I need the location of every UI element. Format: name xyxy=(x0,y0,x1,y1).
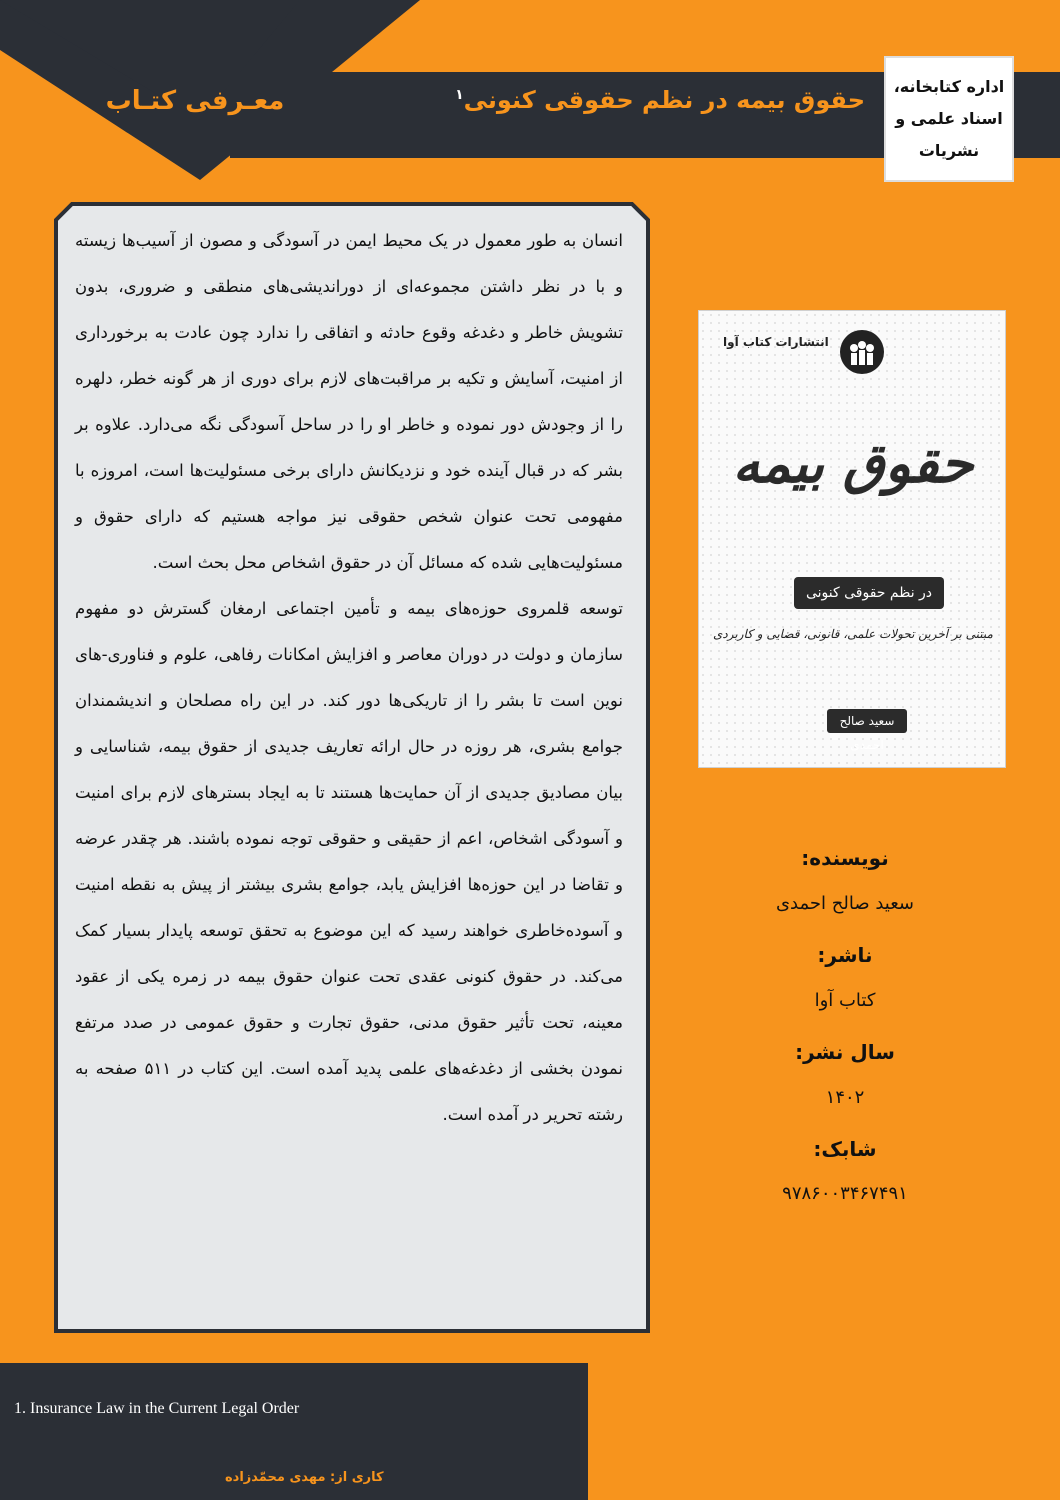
cover-title: حقوق بیمه xyxy=(732,431,974,495)
isbn-value: ۹۷۸۶۰۰۳۴۶۷۴۹۱ xyxy=(782,1183,908,1204)
department-line: اداره کتابخانه، xyxy=(893,77,1005,96)
publisher-value: کتاب آوا xyxy=(814,990,876,1011)
section-tag-label: معـرفی کتـاب xyxy=(105,86,285,116)
title-text: حقوق بیمه در نظم حقوقی کنونی xyxy=(463,86,865,114)
author-value: سعید صالح احمدی xyxy=(775,893,915,914)
year-value: ۱۴۰۲ xyxy=(825,1087,865,1108)
publisher-label: ناشر: xyxy=(817,943,873,967)
cover-tagline: مبتنی بر آخرین تحولات علمی، قانونی، قضایی و کاربردی xyxy=(713,627,993,641)
article-text xyxy=(75,218,623,1138)
cover-subtitle: در نظم حقوقی کنونی xyxy=(794,577,944,609)
footnote-marker: ۱ xyxy=(455,87,464,103)
department-line: اسناد علمی و xyxy=(895,109,1003,128)
credit-text: کاری از: مهدی محمّدزاده xyxy=(225,1470,384,1485)
footnote-text: 1. Insurance Law in the Current Legal Order xyxy=(14,1400,300,1417)
cover-author: سعید صالح احمدی xyxy=(827,709,907,733)
article-paragraph: توسعه قلمروی حوزه‌های بیمه و تأمین اجتماعی ارمغان گسترش دو مفهوم سازمان و دولت در دوران معاصر و افزایش امکانات رفاهی، علوم و فناوری-های نوین است تا بشر را از تاریکی‌ها دور کند. در این راه مصلحان و اندیشمندان جوامع بشری، هر روزه در حال ارائه تعاریف جدیدی از حقوق بیمه، شناسایی و بیان مصادیق جدیدی از آن حمایت‌ها هستند تا به ایجاد بسترهای لازم برای امنیت و آسودگی اشخاص، اعم از حقیقی و حقوقی توجه نموده باشند. هر چقدر عرضه و تقاضا در این حوزه‌ها افزایش یابد، جوامع بشری بیشتر از پیش به نقطه امنیت و آسوده‌خاطری خواهند رسید که این موضوع به تحقق توسعه پایدار بسیار کمک می‌کند. در حقوق کنونی عقدی تحت عنوان حقوق بیمه در زمره یکی از عقود معینه، تحت تأثیر حقوق مدنی، حقوق تجارت و حقوق عمومی در صدد مرتفع نمودن بخشی از دغدغه‌های علمی پدید آمده است. این کتاب در ۵۱۱ صفحه به رشته تحریر در آمده است. xyxy=(75,599,623,1124)
book-cover-image xyxy=(698,310,1006,768)
department-box xyxy=(884,56,1014,182)
isbn-label: شابک: xyxy=(813,1137,877,1161)
article-paragraph: انسان به طور معمول در یک محیط ایمن در آسودگی و مصون از آسیب‌ها زیسته و با در نظر داشتن مجموعه‌ای از دوراندیشی‌های منطقی و ضروری، بدون تشویش خاطر و دغدغه وقوع حادثه و اتفاقی را ندارد چون عادت به برخورداری از امنیت، آسایش و تکیه بر مراقبت‌های لازم برای دوری از هر گونه خطر، دلهره را از وجودش دور نموده و خاطر او را در ساحل آسودگی نگه می‌دارد. علاوه بر بشر که در قبال آینده خود و نزدیکانش دارای برخی مسئولیت‌ها است، امروزه با مفهومی تحت عنوان شخص حقوقی نیز مواجه هستیم که دارای حقوق و مسئولیت‌هایی شده که مسائل آن در حقوق اشخاص محل بحث است. xyxy=(75,231,623,572)
author-label: نویسنده: xyxy=(801,846,889,870)
cover-publisher-mark: انتشارات کتاب آوا xyxy=(723,335,829,349)
publisher-logo-icon xyxy=(839,329,885,375)
department-line: نشریات xyxy=(918,141,980,160)
year-label: سال نشر: xyxy=(795,1040,895,1064)
page-title xyxy=(455,86,865,114)
